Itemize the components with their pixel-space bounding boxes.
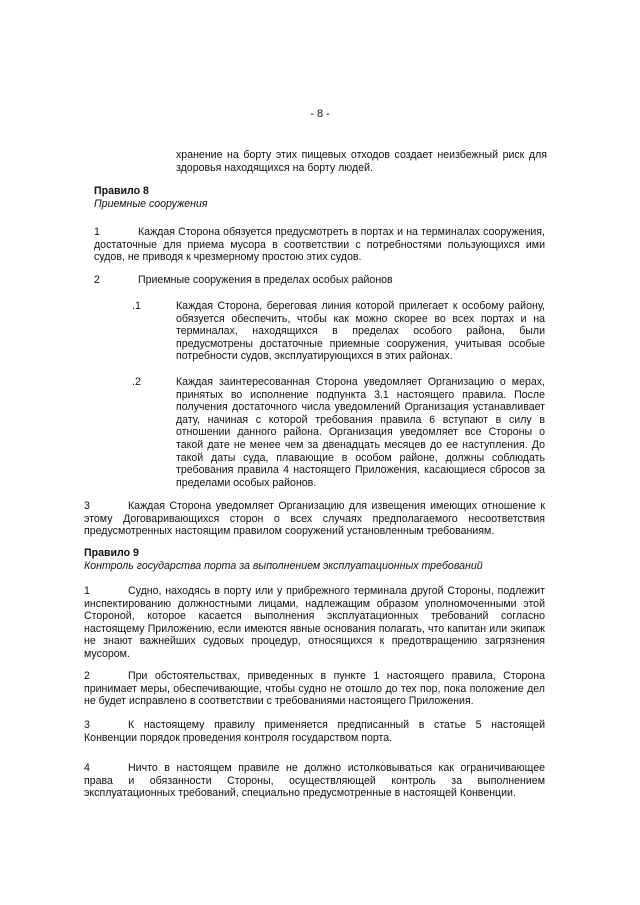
rule9-p1-text: Судно, находясь в порту или у прибрежного терминала другой Стороны, подлежит инспектированию должностными лицами, надлежащим образом уполномоченными этой Стороной, которое касается выполнения эксплуатационных требований согласно настоящему Приложению, если имеются явные основания полагать, что капитан или экипаж не знают важнейших судовых процедур, относящихся к предотвращению загрязнения мусором. <box>84 585 545 660</box>
rule8-p3-number: 3 <box>84 500 90 512</box>
rule9-p1-number: 1 <box>84 585 90 597</box>
rule8-heading <box>94 185 394 210</box>
page-number: - 8 - <box>310 108 330 120</box>
rule9-paragraph-2 <box>84 670 545 708</box>
rule9-paragraph-4 <box>84 762 545 800</box>
rule8-p2-2-number: .2 <box>132 376 141 388</box>
rule8-p1-number: 1 <box>94 226 100 238</box>
rule9-p4-number: 4 <box>84 762 90 774</box>
rule9-paragraph-1 <box>84 585 545 661</box>
rule8-title: Правило 8 <box>94 185 149 197</box>
rule9-heading <box>84 547 545 572</box>
rule8-subtitle: Приемные сооружения <box>94 197 208 210</box>
rule8-p2-number: 2 <box>94 274 100 286</box>
rule9-paragraph-3 <box>84 719 545 744</box>
rule8-paragraph-3 <box>84 500 545 538</box>
rule8-p2-1-number: .1 <box>132 300 141 312</box>
rule9-p2-number: 2 <box>84 670 90 682</box>
rule8-p1-text: Каждая Сторона обязуется предусмотреть в портах и на терминалах сооружения, достаточные для приема мусора в соответствии с потребностями пользующихся ими судов, не приводя к чрезмерному простою этих судов. <box>94 226 545 264</box>
intro-text: хранение на борту этих пищевых отходов создает неизбежный риск для здоровья находящихся на борту людей. <box>176 149 547 174</box>
rule9-p4-text: Ничто в настоящем правиле не должно истолковываться как ограничивающее права и обязанности Стороны, осуществляющей контроль за выполнением эксплуатационных требований, специально предусмотренные в настоящей Конвенции. <box>84 762 545 800</box>
rule8-p2-text: Приемные сооружения в пределах особых районов <box>138 274 393 286</box>
rule8-paragraph-2 <box>94 274 545 287</box>
rule8-p3-text: Каждая Сторона уведомляет Организацию для извещения имеющих отношение к этому Договаривающихся сторон о всех случаях предполагаемого несоответствия предусмотренных настоящим правилом сооружений установленным требованиям. <box>84 500 545 538</box>
rule9-p2-text: При обстоятельствах, приведенных в пункте 1 настоящего правила, Сторона принимает меры, обеспечивающие, чтобы судно не отошло до тех пор, пока положение дел не будет исправлено в соответствии с требованиями настоящего Приложения. <box>84 670 545 708</box>
rule9-p3-text: К настоящему правилу применяется предписанный в статье 5 настоящей Конвенции порядок проведения контроля государством порта. <box>84 719 545 744</box>
rule9-subtitle: Контроль государства порта за выполнением эксплуатационных требований <box>84 559 483 572</box>
rule8-p2-1-text: Каждая Сторона, береговая линия которой прилегает к особому району, обязуется обеспечить, чтобы как можно скорее во всех портах и на терминалах, находящихся в пределах особого района, были предусмотрены достаточные приемные сооружения, учитывая особые потребности судов, эксплуатирующихся в этих районах. <box>176 300 545 363</box>
rule8-subparagraph-2-1 <box>132 300 545 363</box>
rule9-p3-number: 3 <box>84 719 90 731</box>
rule8-subparagraph-2-2 <box>132 376 545 489</box>
intro-paragraph <box>176 149 547 174</box>
rule8-p2-2-text: Каждая заинтересованная Сторона уведомляет Организацию о мерах, принятых во исполнение подпункта 3.1 настоящего правила. После получения достаточного числа уведомлений Организация устанавливает дату, начиная с которой требования правила 6 вступают в силу в отношении данного района. Организация уведомляет все Стороны о такой дате не менее чем за двенадцать месяцев до ее наступления. До такой даты суда, плавающие в особом районе, должны соблюдать требования правила 4 настоящего Приложения, касающиеся сбросов за пределами особых районов. <box>176 376 545 489</box>
rule9-title: Правило 9 <box>84 547 139 559</box>
rule8-paragraph-1 <box>94 226 545 264</box>
